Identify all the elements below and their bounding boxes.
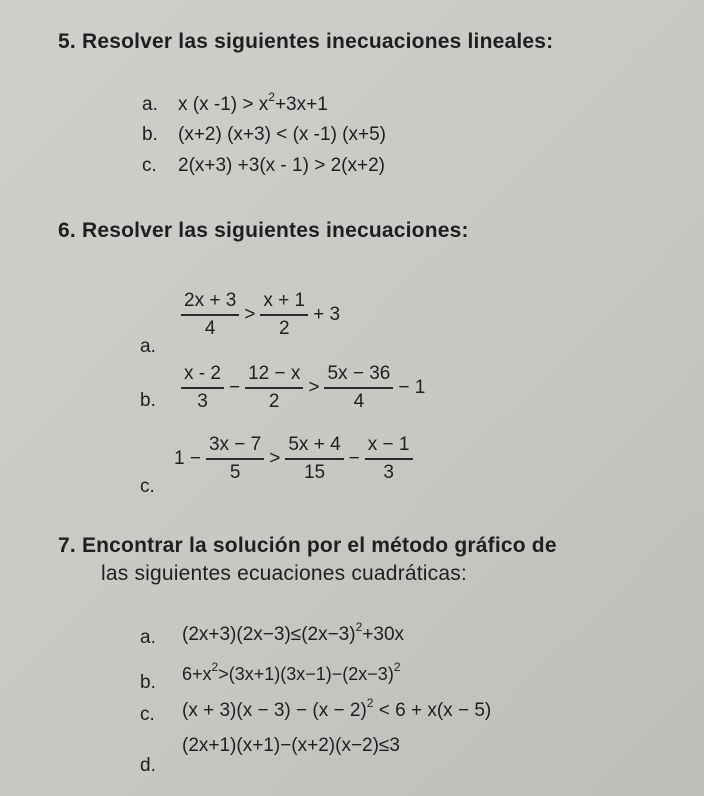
operator: > — [244, 304, 256, 325]
expr-part: < 6 + x(x − 5) — [373, 700, 492, 721]
numerator: 12 − x — [245, 363, 303, 389]
expr-part: +30x — [362, 624, 405, 645]
fraction — [245, 363, 303, 413]
q6-item-b-label: b. — [140, 390, 156, 411]
expr-part: +3x+1 — [274, 94, 328, 115]
fraction — [206, 434, 264, 484]
fraction — [285, 434, 343, 484]
q7-item-b-expression — [182, 660, 401, 685]
q7-item-d-expression: (2x+1)(x+1)−(x+2)(x−2)≤3 — [182, 735, 400, 756]
exponent: 2 — [393, 660, 401, 674]
numerator: x - 2 — [181, 363, 224, 389]
fraction — [365, 434, 413, 484]
denominator: 15 — [303, 462, 326, 483]
question-5-title: 5. Resolver las siguientes inecuaciones lineales: — [58, 30, 554, 53]
expr-part: (x + 3)(x − 3) − (x − 2) — [182, 700, 367, 721]
q7-item-c-expression — [182, 696, 492, 722]
numerator: x + 1 — [260, 290, 308, 316]
fraction — [260, 290, 308, 340]
expr-part: x (x -1) > x — [178, 94, 269, 115]
numerator: 5x − 36 — [324, 363, 393, 389]
fraction — [181, 363, 224, 413]
q7-item-b-label: b. — [140, 672, 156, 693]
exponent: 2 — [268, 90, 275, 104]
q5-item-c-expression: 2(x+3) +3(x - 1) > 2(x+2) — [178, 155, 385, 176]
fraction — [324, 363, 393, 413]
exponent: 2 — [355, 620, 363, 634]
numerator: 5x + 4 — [285, 434, 343, 460]
operator: − — [228, 377, 241, 398]
expr-tail: + 3 — [313, 304, 341, 325]
q7-item-d-label: d. — [140, 755, 156, 776]
numerator: 3x − 7 — [206, 434, 264, 460]
operator: − — [348, 448, 360, 469]
exponent: 2 — [211, 660, 219, 674]
denominator: 3 — [383, 462, 394, 483]
numerator: 2x + 3 — [181, 290, 239, 316]
q6-item-b-expression — [178, 363, 427, 413]
q6-item-a-label: a. — [140, 336, 156, 357]
q7-item-a-label: a. — [140, 627, 156, 648]
denominator: 5 — [229, 462, 241, 483]
expr-part: (2x+3)(2x−3)≤(2x−3) — [182, 624, 356, 645]
q5-item-c-label: c. — [142, 155, 157, 176]
numerator: x − 1 — [365, 434, 413, 460]
expr-head: 1 − — [174, 448, 201, 469]
q6-item-c-label: c. — [140, 476, 155, 497]
exponent: 2 — [366, 696, 374, 710]
denominator: 4 — [353, 391, 365, 412]
q5-item-a-expression — [178, 90, 328, 116]
expr-part: 6+x — [182, 664, 212, 684]
denominator: 2 — [268, 391, 280, 412]
operator: > — [308, 377, 320, 398]
question-7-title: 7. Encontrar la solución por el método gráfico de — [58, 534, 557, 557]
q7-item-c-label: c. — [140, 704, 155, 725]
q5-item-a-label: a. — [142, 94, 158, 115]
question-6-title: 6. Resolver las siguientes inecuaciones: — [58, 219, 469, 242]
q6-item-a-expression — [178, 290, 342, 340]
operator: > — [269, 448, 281, 469]
q6-item-c-expression — [172, 434, 416, 484]
q5-item-b-label: b. — [142, 124, 158, 145]
expr-part: >(3x+1)(3x−1)−(2x−3) — [218, 664, 394, 684]
denominator: 2 — [278, 318, 290, 339]
expr-tail: − 1 — [398, 377, 426, 398]
q7-item-a-expression — [182, 620, 405, 646]
fraction — [181, 290, 239, 340]
question-7-title-line2: las siguientes ecuaciones cuadráticas: — [101, 562, 467, 585]
denominator: 3 — [197, 391, 208, 412]
q5-item-b-expression: (x+2) (x+3) < (x -1) (x+5) — [178, 124, 386, 145]
denominator: 4 — [204, 318, 216, 339]
